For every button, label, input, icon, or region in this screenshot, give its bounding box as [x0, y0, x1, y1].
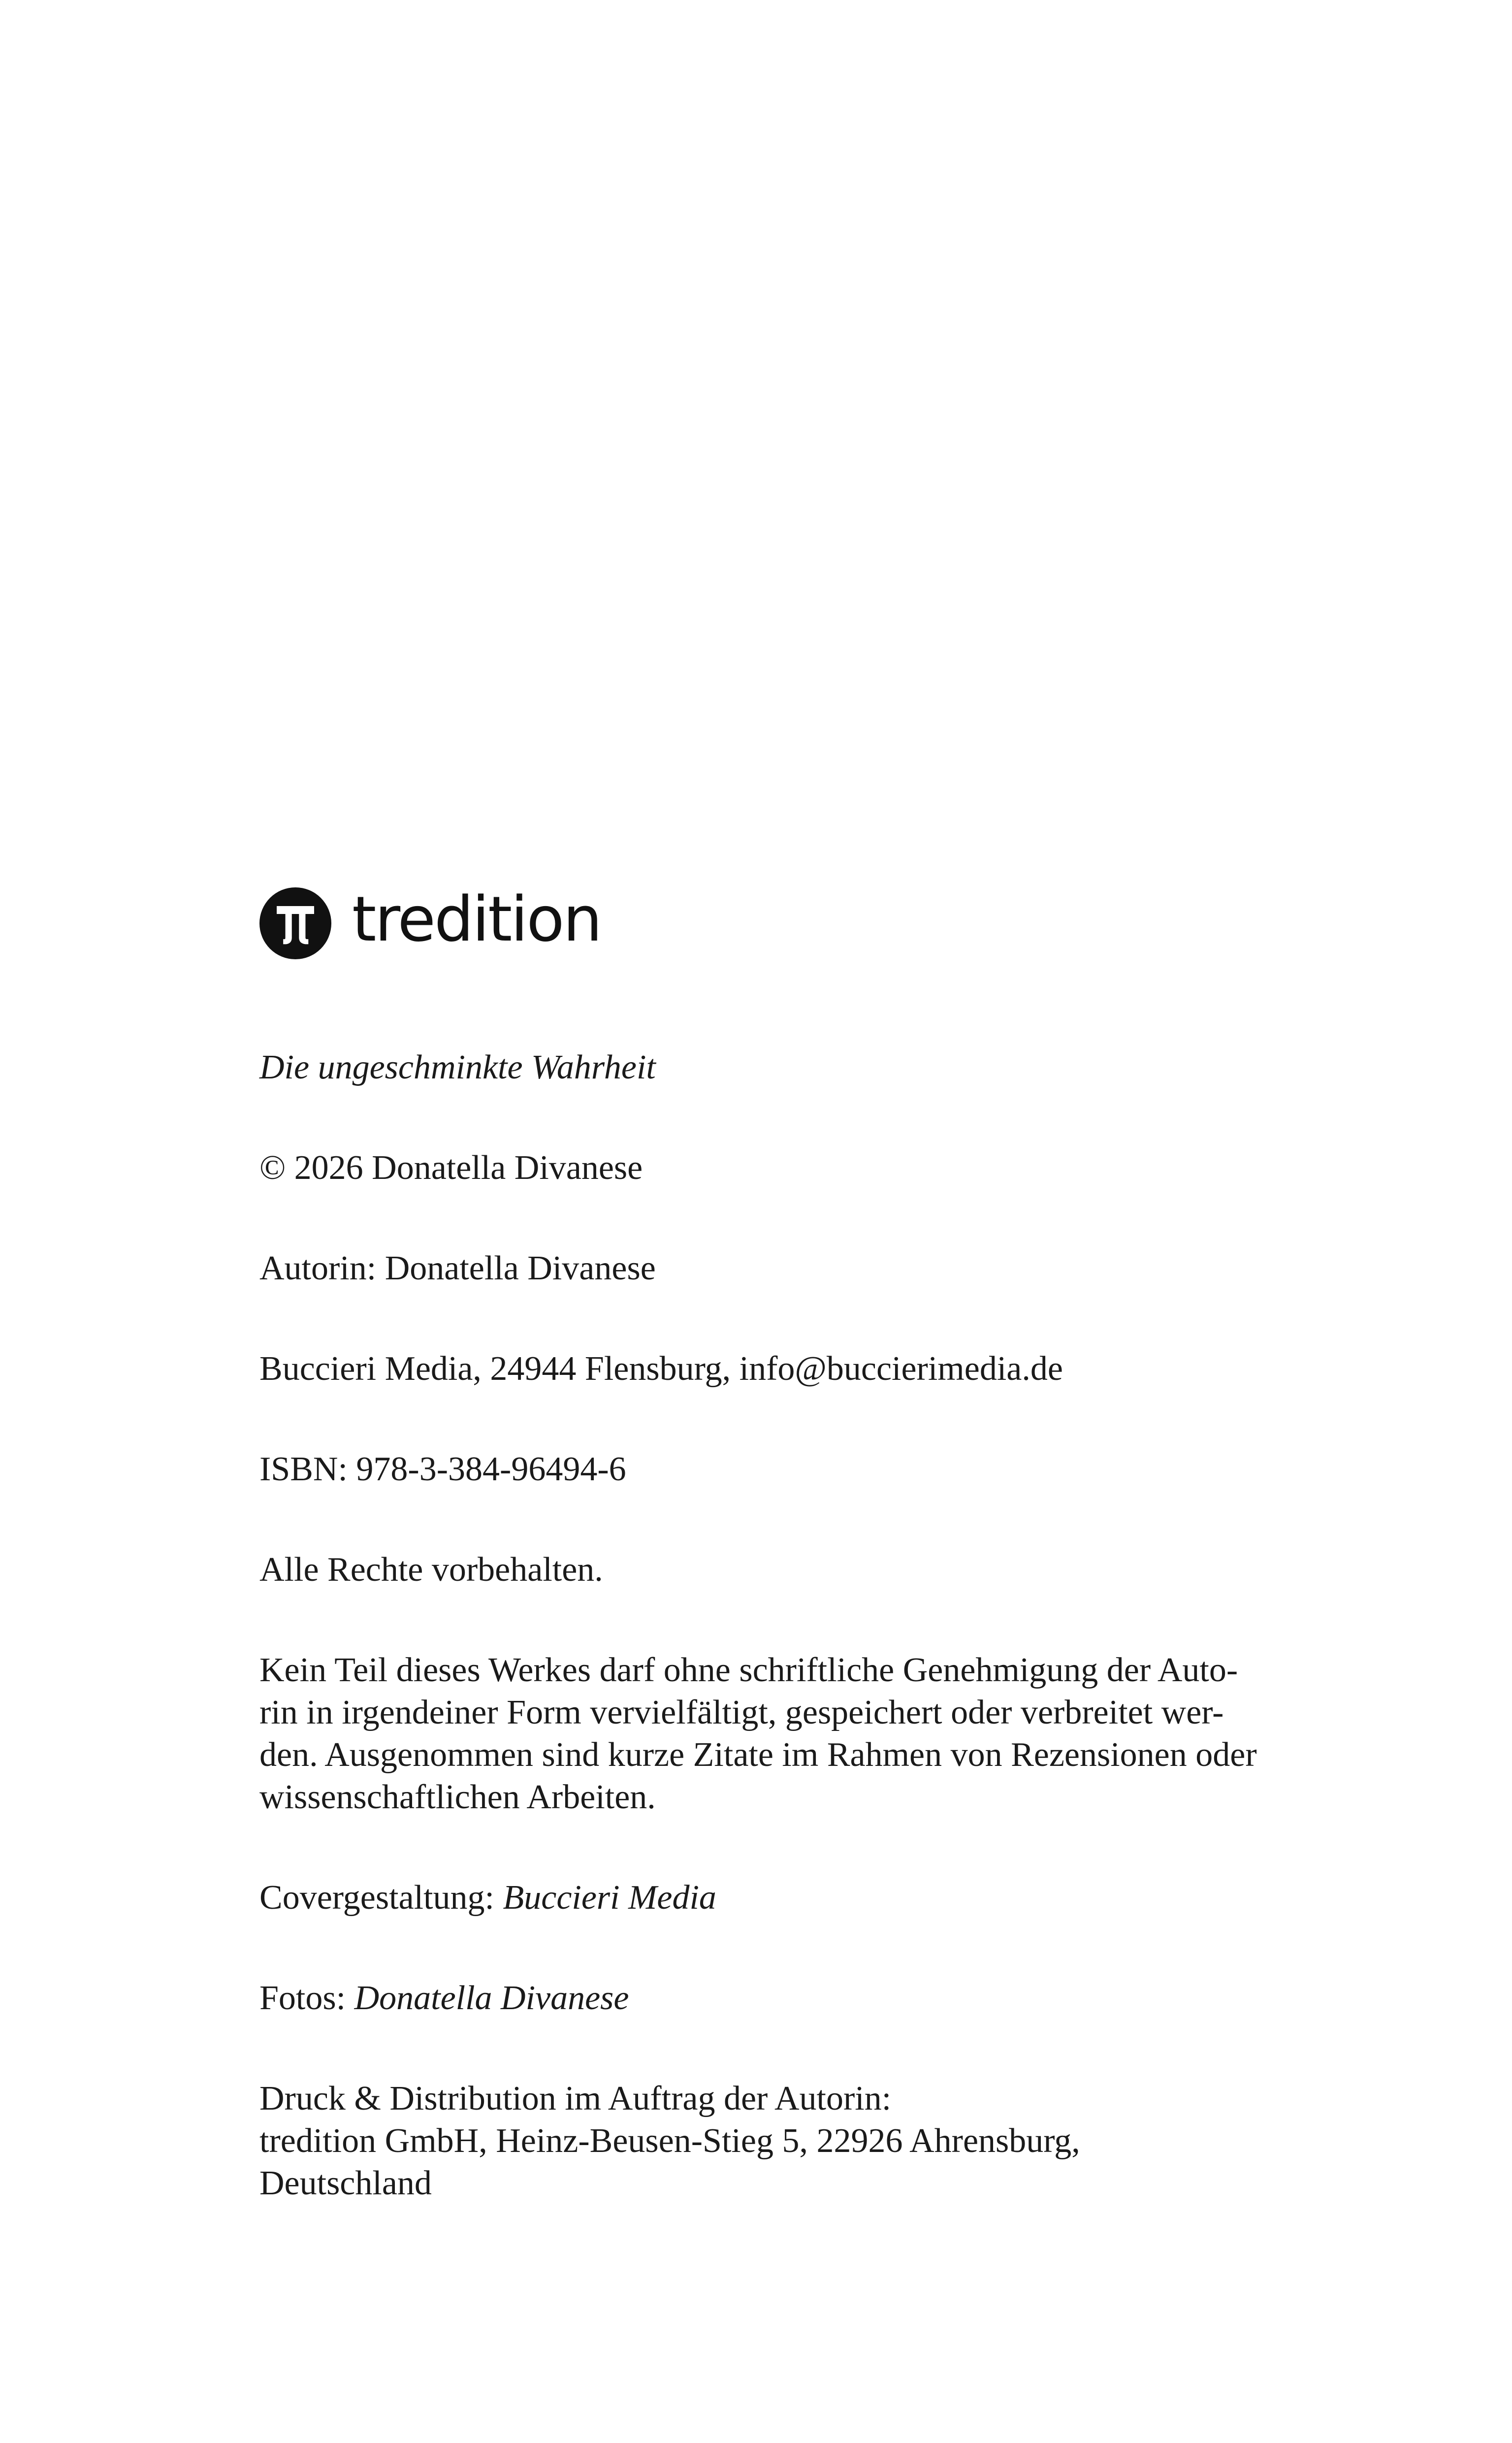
print-distribution-line: Deutschland: [259, 2164, 432, 2202]
rights-notice-line: Kein Teil dieses Werkes darf ohne schriftliche Genehmigung der Auto-: [259, 1651, 1238, 1689]
cover-design-label: Covergestaltung:: [259, 1879, 503, 1917]
book-title: Die ungeschminkte Wahrheit: [259, 1048, 656, 1086]
rights-notice-line: rin in irgendeiner Form vervielfältigt, gespeichert oder verbreitet wer-: [259, 1694, 1224, 1731]
copyright-line: © 2026 Donatella Divanese: [259, 1149, 643, 1187]
publisher-contact-line: Buccieri Media, 24944 Flensburg, info@buccierimedia.de: [259, 1350, 1063, 1388]
author-line: Autorin: Donatella Divanese: [259, 1249, 656, 1287]
rights-notice-line: wissenschaftlichen Arbeiten.: [259, 1778, 656, 1816]
publisher-name: tredition: [352, 883, 601, 955]
rights-line: Alle Rechte vorbehalten.: [259, 1551, 603, 1589]
cover-design-value: Buccieri Media: [503, 1879, 716, 1917]
photos-line: [259, 1977, 1362, 2020]
photos-label: Fotos:: [259, 1979, 354, 2017]
rights-notice: [259, 1649, 1362, 1819]
publisher-logo: [259, 883, 1362, 960]
tredition-logo-icon: [259, 887, 331, 959]
isbn-line: ISBN: 978-3-384-96494-6: [259, 1450, 626, 1488]
imprint-content: [259, 883, 1362, 2205]
print-distribution: [259, 2078, 1362, 2205]
print-distribution-line: Druck & Distribution im Auftrag der Autorin:: [259, 2080, 892, 2117]
cover-design-line: [259, 1877, 1362, 1919]
print-distribution-line: tredition GmbH, Heinz-Beusen-Stieg 5, 22926 Ahrensburg,: [259, 2122, 1080, 2160]
rights-notice-line: den. Ausgenommen sind kurze Zitate im Rahmen von Rezensionen oder: [259, 1736, 1257, 1774]
photos-value: Donatella Divanese: [354, 1979, 629, 2017]
